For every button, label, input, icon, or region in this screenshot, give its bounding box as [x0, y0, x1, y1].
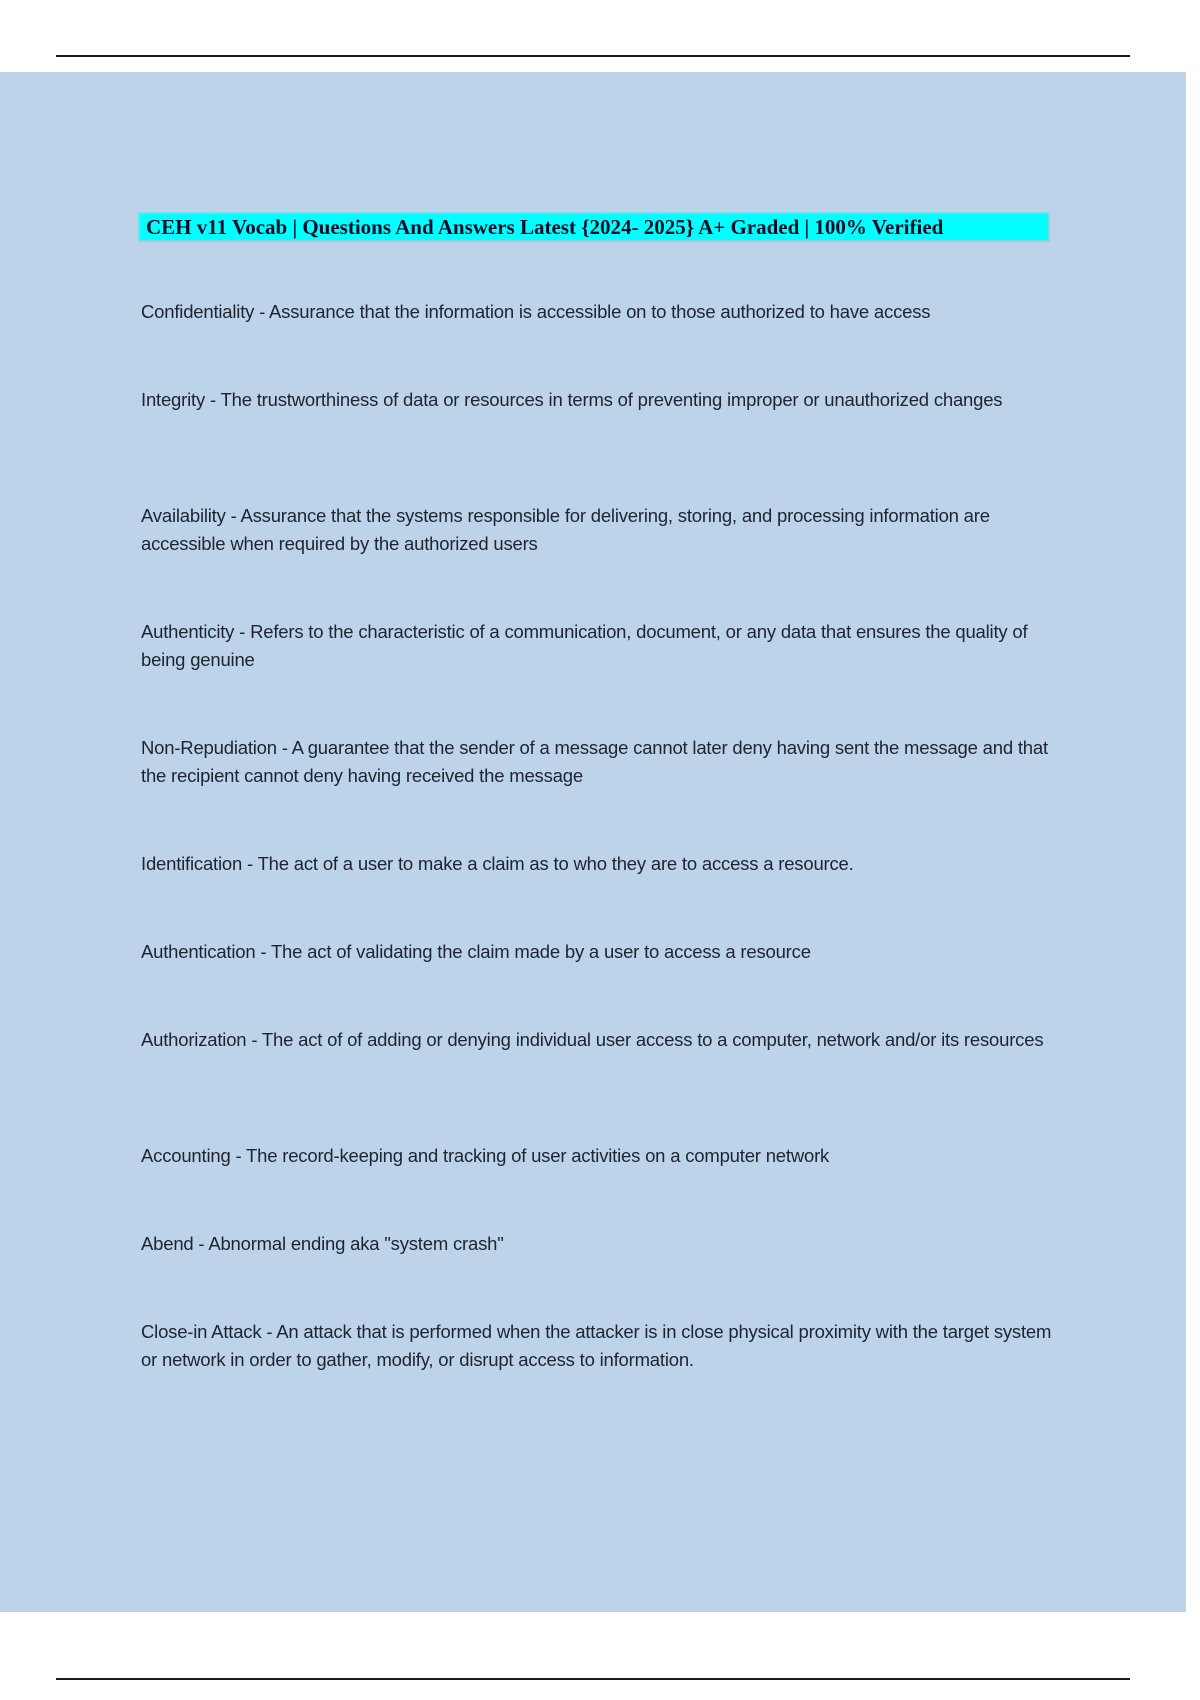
vocab-entry-non-repudiation: Non-Repudiation - A guarantee that the sender of a message cannot later deny having sent the message and that the recipient cannot deny having received the message — [141, 737, 1048, 786]
vocab-entry-availability: Availability - Assurance that the systems responsible for delivering, storing, and processing information are accessible when required by the authorized users — [141, 505, 990, 554]
footer-rule — [56, 1678, 1130, 1680]
vocab-entry-identification: Identification - The act of a user to make a claim as to who they are to access a resource. — [141, 853, 854, 874]
vocab-entry-authenticity: Authenticity - Refers to the characteristic of a communication, document, or any data that ensures the quality of being genuine — [141, 621, 1028, 670]
vocab-entry-authentication: Authentication - The act of validating the claim made by a user to access a resource — [141, 941, 811, 962]
vocab-entry-abend: Abend - Abnormal ending aka "system crash" — [141, 1233, 504, 1254]
vocab-entry-confidentiality: Confidentiality - Assurance that the information is accessible on to those authorized to have access — [141, 301, 931, 322]
vocab-entry-close-in-attack: Close-in Attack - An attack that is performed when the attacker is in close physical proximity with the target system or network in order to gather, modify, or disrupt access to information. — [141, 1321, 1052, 1370]
header-rule — [56, 55, 1130, 57]
document-title: CEH v11 Vocab | Questions And Answers Latest {2024- 2025} A+ Graded | 100% Verified — [138, 212, 1050, 242]
vocab-entry-authorization: Authorization - The act of of adding or denying individual user access to a computer, network and/or its resources — [141, 1029, 1044, 1050]
vocab-entry-integrity: Integrity - The trustworthiness of data or resources in terms of preventing improper or unauthorized changes — [141, 389, 1003, 410]
vocab-entry-accounting: Accounting - The record-keeping and tracking of user activities on a computer network — [141, 1145, 830, 1166]
